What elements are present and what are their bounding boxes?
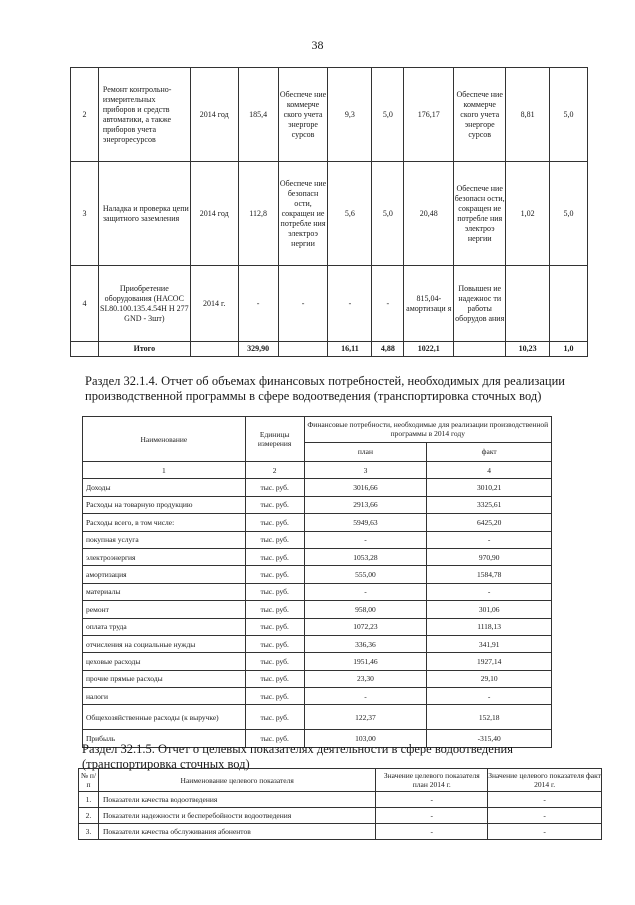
row-name: Доходы [83, 479, 246, 496]
row-number: 3. [79, 824, 99, 840]
table-header-row [83, 417, 552, 443]
row-name: покупная услуга [83, 531, 246, 548]
work-value-3: 8,81 [506, 68, 550, 162]
row-name: Прибыль [83, 730, 246, 747]
column-header-unit: Единицы измерения [245, 417, 304, 462]
row-fact: 1118,13 [427, 618, 552, 635]
row-fact: 970,90 [427, 548, 552, 565]
row-plan: - [376, 792, 488, 808]
row-name: материалы [83, 583, 246, 600]
row-unit: тыс. руб. [245, 566, 304, 583]
works-table [70, 67, 588, 357]
table-row [83, 670, 552, 687]
table-header-row [79, 769, 602, 792]
work-effect-plan: Обеспече ние коммерче ского учета энергоре сурсов [278, 68, 328, 162]
total-value-1: 16,11 [328, 342, 372, 357]
row-fact: 6425,20 [427, 514, 552, 531]
column-number: 3 [304, 462, 427, 479]
row-name: Расходы всего, в том числе: [83, 514, 246, 531]
page-number: 38 [311, 38, 324, 52]
row-fact: - [488, 824, 602, 840]
row-name: налоги [83, 688, 246, 705]
work-value-2: 5,0 [372, 68, 404, 162]
work-name: Приобретение оборудования (НАСОС SI.80.100.135.4.54H H 277 GND - 3шт) [98, 266, 190, 342]
work-value-1: 9,3 [328, 68, 372, 162]
row-fact: 3010,21 [427, 479, 552, 496]
table-row [83, 688, 552, 705]
row-unit: тыс. руб. [245, 635, 304, 652]
row-plan: 555,00 [304, 566, 427, 583]
table-row [83, 601, 552, 618]
row-unit: тыс. руб. [245, 618, 304, 635]
total-row [71, 342, 588, 357]
row-unit: тыс. руб. [245, 670, 304, 687]
work-value-2: 5,0 [372, 162, 404, 266]
total-value-2: 4,88 [372, 342, 404, 357]
work-value-2: - [372, 266, 404, 342]
work-effect-fact: Обеспече ние безопасн ости, сокращен ие потребле ния электроэ нергии [454, 162, 506, 266]
row-name: оплата труда [83, 618, 246, 635]
row-plan: 103,00 [304, 730, 427, 747]
row-fact: 29,10 [427, 670, 552, 687]
row-fact: - [427, 583, 552, 600]
row-fact: 152,18 [427, 705, 552, 730]
table-row [83, 705, 552, 730]
table-row [83, 479, 552, 496]
row-fact: - [488, 792, 602, 808]
row-number: 2 [71, 68, 99, 162]
row-plan: 122,37 [304, 705, 427, 730]
row-unit: тыс. руб. [245, 531, 304, 548]
table-row [83, 566, 552, 583]
work-effect-fact: Повышен ие надежнос ти работы оборудов ания [454, 266, 506, 342]
work-value-3: 1,02 [506, 162, 550, 266]
row-name: Показатели качества обслуживания абонентов [98, 824, 375, 840]
row-fact: 341,91 [427, 635, 552, 652]
work-amount: 176,17 [404, 68, 454, 162]
work-cost: 112,8 [238, 162, 278, 266]
table-row [71, 162, 588, 266]
work-value-1: 5,6 [328, 162, 372, 266]
work-value-4: 5,0 [550, 68, 588, 162]
row-unit: тыс. руб. [245, 496, 304, 513]
section-heading-32-1-5: Раздел 32.1.5. Отчет о целевых показателях деятельности в сфере водоотведения (транспортировка сточных вод) [82, 742, 513, 771]
financial-needs-table [82, 416, 552, 748]
total-cost: 329,90 [238, 342, 278, 357]
table-row [83, 635, 552, 652]
total-amount: 1022,1 [404, 342, 454, 357]
row-plan: - [304, 688, 427, 705]
table-row [71, 266, 588, 342]
row-fact: - [488, 808, 602, 824]
row-name: ремонт [83, 601, 246, 618]
total-label: Итого [98, 342, 190, 357]
row-plan: - [304, 531, 427, 548]
row-fact: 1927,14 [427, 653, 552, 670]
work-name: Наладка и проверка цепи защитного заземления [98, 162, 190, 266]
table-row [83, 531, 552, 548]
row-unit: тыс. руб. [245, 601, 304, 618]
row-unit: тыс. руб. [245, 548, 304, 565]
row-number: 2. [79, 808, 99, 824]
table-row [83, 653, 552, 670]
row-number: 3 [71, 162, 99, 266]
row-plan: 2913,66 [304, 496, 427, 513]
row-fact: 1584,78 [427, 566, 552, 583]
work-effect-fact: Обеспече ние коммерче ского учета энергоре сурсов [454, 68, 506, 162]
row-plan: 1951,46 [304, 653, 427, 670]
table-row [83, 514, 552, 531]
column-number: 1 [83, 462, 246, 479]
column-number: 2 [245, 462, 304, 479]
total-value-3: 10,23 [506, 342, 550, 357]
column-header-fact: Значение целевого показателя факт 2014 г. [488, 769, 602, 792]
row-plan: 5949,63 [304, 514, 427, 531]
row-unit: тыс. руб. [245, 653, 304, 670]
work-year: 2014 год [190, 68, 238, 162]
column-header-plan: Значение целевого показателя план 2014 г. [376, 769, 488, 792]
work-value-4 [550, 266, 588, 342]
column-header-name: Наименование целевого показателя [98, 769, 375, 792]
table-row [83, 548, 552, 565]
row-plan: 23,30 [304, 670, 427, 687]
row-fact: 301,06 [427, 601, 552, 618]
row-name: Показатели качества водоотведения [98, 792, 375, 808]
row-name: Общехозяйственные расходы (к выручке) [83, 705, 246, 730]
target-indicators-table [78, 768, 602, 840]
work-value-1: - [328, 266, 372, 342]
work-effect-plan: Обеспече ние безопасн ости, сокращен ие потребле ния электроэ нергии [278, 162, 328, 266]
table-row [71, 68, 588, 162]
row-plan: 336,36 [304, 635, 427, 652]
table-row [79, 792, 602, 808]
row-plan: 1053,28 [304, 548, 427, 565]
row-plan: 3016,66 [304, 479, 427, 496]
row-unit: тыс. руб. [245, 705, 304, 730]
row-number: 1. [79, 792, 99, 808]
row-fact: - [427, 688, 552, 705]
table-row [83, 583, 552, 600]
work-cost: 185,4 [238, 68, 278, 162]
row-unit: тыс. руб. [245, 583, 304, 600]
work-value-4: 5,0 [550, 162, 588, 266]
row-name: электроэнергия [83, 548, 246, 565]
column-header-number: № п/п [79, 769, 99, 792]
row-fact: -315,40 [427, 730, 552, 747]
row-plan: - [376, 824, 488, 840]
row-name: цеховые расходы [83, 653, 246, 670]
work-cost: - [238, 266, 278, 342]
work-year: 2014 год [190, 162, 238, 266]
row-unit: тыс. руб. [245, 514, 304, 531]
row-plan: 1072,23 [304, 618, 427, 635]
column-numbers-row [83, 462, 552, 479]
row-name: отчисления на социальные нужды [83, 635, 246, 652]
table-row [79, 808, 602, 824]
work-value-3 [506, 266, 550, 342]
row-plan: - [304, 583, 427, 600]
row-name: амортизация [83, 566, 246, 583]
work-amount: 815,04- амортизаци я [404, 266, 454, 342]
work-amount: 20,48 [404, 162, 454, 266]
column-header-name: Наименование [83, 417, 246, 462]
row-name: прочие прямые расходы [83, 670, 246, 687]
row-number: 4 [71, 266, 99, 342]
table-row [83, 496, 552, 513]
row-plan: 958,00 [304, 601, 427, 618]
column-header-fact: факт [427, 442, 552, 461]
table-row [79, 824, 602, 840]
row-fact: 3325,61 [427, 496, 552, 513]
column-header-plan: план [304, 442, 427, 461]
work-year: 2014 г. [190, 266, 238, 342]
row-name: Расходы на товарную продукцию [83, 496, 246, 513]
work-effect-plan: - [278, 266, 328, 342]
table-row [83, 618, 552, 635]
column-number: 4 [427, 462, 552, 479]
section-heading-32-1-4: Раздел 32.1.4. Отчет об объемах финансовых потребностей, необходимых для реализации производственной программы в сфере водоотведения (транспортировка сточных вод) [85, 374, 565, 403]
column-header-group: Финансовые потребности, необходимые для реализации производственной программы в 2014 году [304, 417, 551, 443]
row-plan: - [376, 808, 488, 824]
total-value-4: 1,0 [550, 342, 588, 357]
row-unit: тыс. руб. [245, 479, 304, 496]
row-unit: тыс. руб. [245, 688, 304, 705]
work-name: Ремонт контрольно-измерительных приборов и средств автоматики, а также приборов учета энергоресурсов [98, 68, 190, 162]
row-name: Показатели надежности и бесперебойности водоотведения [98, 808, 375, 824]
row-fact: - [427, 531, 552, 548]
row-unit: тыс. руб. [245, 730, 304, 747]
